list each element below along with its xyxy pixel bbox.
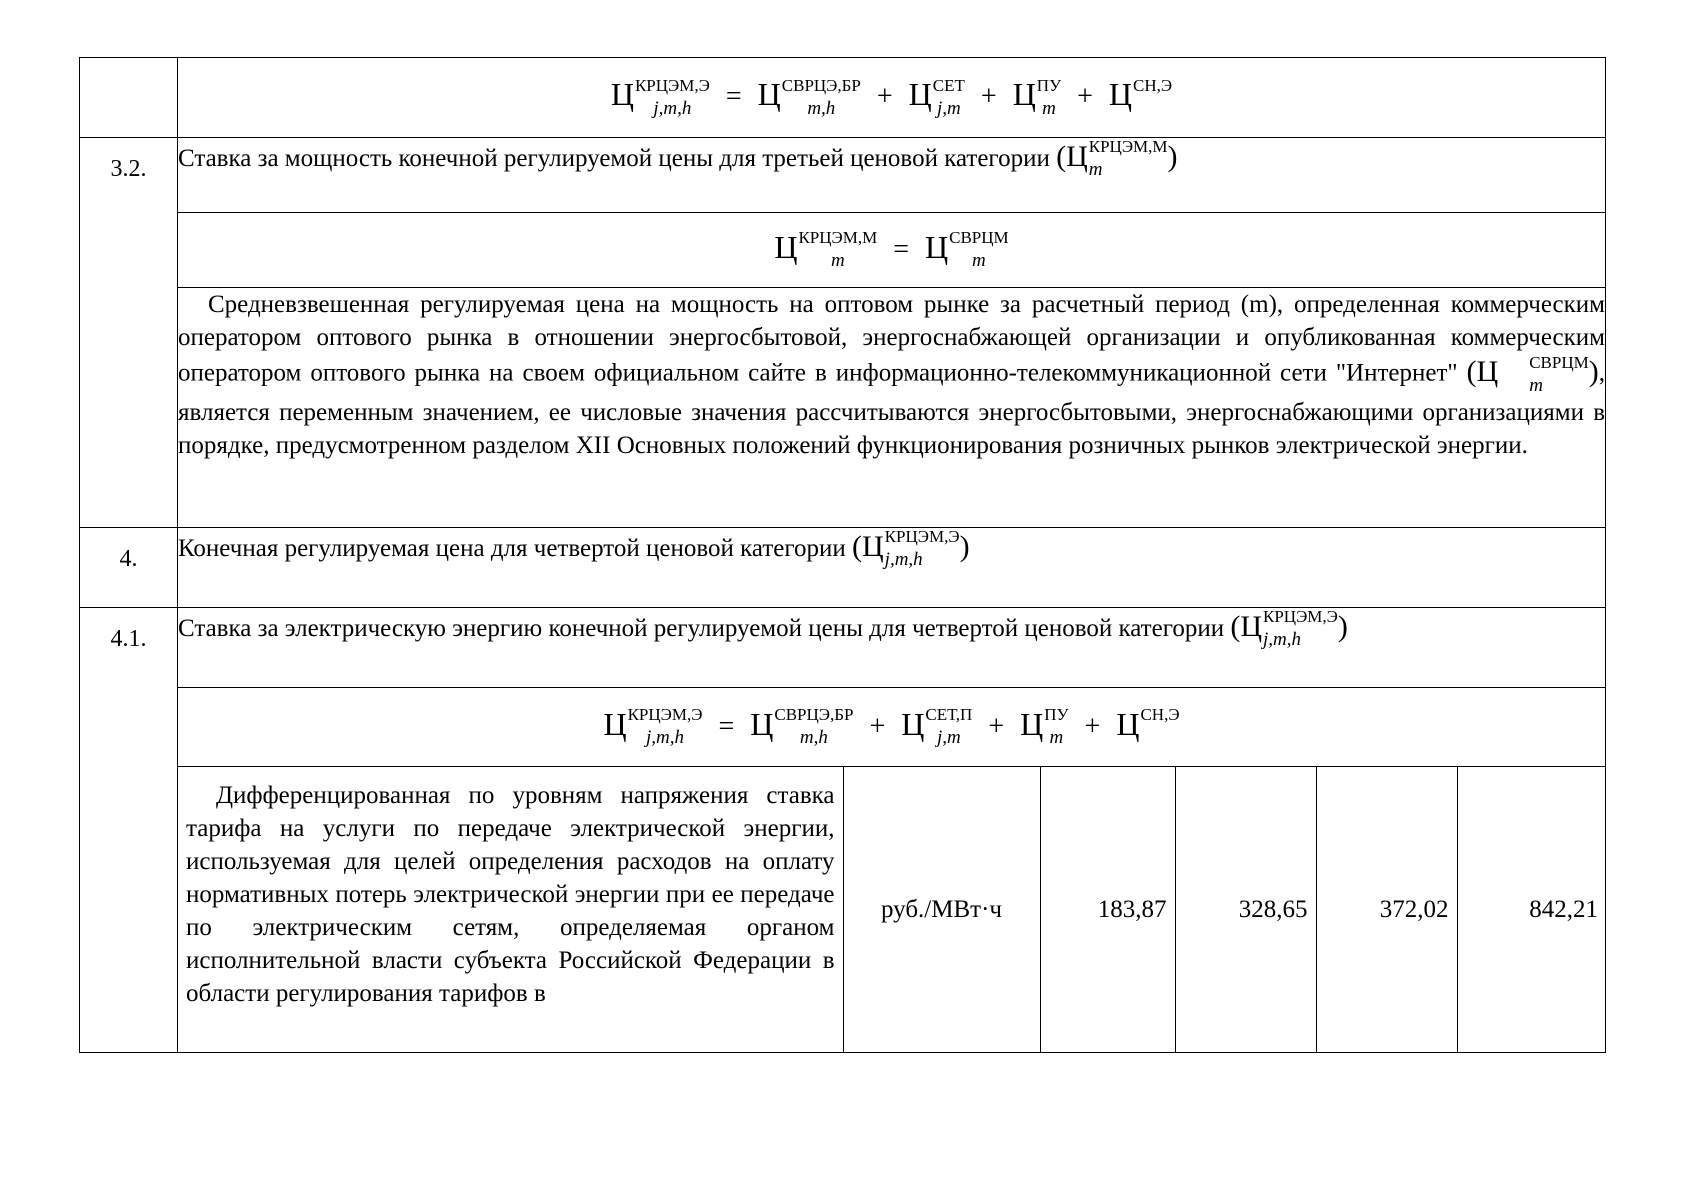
- value-cell: 328,65: [1175, 767, 1316, 1052]
- plus-sign: +: [1077, 81, 1093, 113]
- heading-4: Конечная регулируемая цена для четвертой ценовой категории (Ц КРЦЭМ,Э j,m,h ): [178, 528, 1606, 608]
- row-number-4-1: 4.1.: [80, 608, 178, 1053]
- plus-sign: +: [869, 710, 886, 742]
- formula-4-1: [178, 688, 1606, 767]
- plus-sign: +: [876, 81, 893, 113]
- value-cell: 183,87: [1040, 767, 1175, 1052]
- unit-cell: руб./МВт·ч: [843, 767, 1040, 1052]
- plus-sign: +: [988, 710, 1005, 742]
- formula-lhs: Ц КРЦЭМ,М m: [774, 228, 878, 272]
- formula-term: Ц СЕТ,П j,m: [901, 705, 973, 749]
- symbol-4: Ц КРЦЭМ,Э j,m,h: [862, 527, 960, 570]
- symbol-4-1: Ц КРЦЭМ,Э j,m,h: [1240, 607, 1338, 650]
- formula-energy-rate-3: [178, 58, 1606, 138]
- formula-term: Ц СН,Э: [1116, 705, 1180, 742]
- plus-sign: +: [980, 81, 997, 113]
- formula-lhs: Ц КРЦЭМ,Э j,m,h: [610, 75, 710, 119]
- value-cell: 842,21: [1457, 767, 1606, 1052]
- inline-symbol: (Ц СВРЦМ m ): [1466, 353, 1599, 396]
- description-3-2: Средневзвешенная регулируемая цена на мощность на оптовом рынке за расчетный период (m), определенная коммерческим оператором оптового рынка в отношении энергосбытовой, энергоснабжающей организации и опубликованная коммерческим оператором оптового рынка на своем официальном сайте в информационно-телекоммуникационной сети "Интернет" (Ц СВРЦМ m ), является переменным значением, ее числовые значения рассчитываются энергосбытовыми, энергоснабжающими организациями в порядке, предусмотренном разделом XII Основных положений функционирования розничных рынков электрической энергии.: [178, 288, 1606, 528]
- formula-lhs: Ц КРЦЭМ,Э j,m,h: [603, 705, 703, 749]
- formula-term: Ц СВРЦЭ,БР m,h: [757, 75, 861, 119]
- heading-3-2: Ставка за мощность конечной регулируемой цены для третьей ценовой категории (Ц КРЦЭМ,М m ): [178, 138, 1606, 213]
- row-number-empty: [80, 58, 178, 138]
- plus-sign: +: [1084, 710, 1101, 742]
- symbol-3-2: Ц КРЦЭМ,М m: [1066, 137, 1168, 180]
- value-cell: 372,02: [1316, 767, 1457, 1052]
- heading-4-1: Ставка за электрическую энергию конечной регулируемой цены для четвертой ценовой категории (Ц КРЦЭМ,Э j,m,h ): [178, 608, 1606, 688]
- formula-3-2: [178, 213, 1606, 288]
- formula-rhs: Ц СВРЦМ m: [925, 228, 1009, 272]
- tariff-data-cell: [178, 767, 1606, 1053]
- row-number-4: 4.: [80, 528, 178, 608]
- formula-term: Ц ПУ m: [1020, 705, 1069, 749]
- formula-term: Ц ПУ m: [1012, 75, 1062, 119]
- row-number-3-2: 3.2.: [80, 138, 178, 528]
- equals-sign: =: [718, 710, 735, 742]
- tariff-table: [79, 57, 1606, 1053]
- formula-term: Ц СН,Э: [1108, 75, 1173, 113]
- tariff-description: Дифференцированная по уровням напряжения ставка тарифа на услуги по передаче электрической энергии, используемая для целей определения расходов на оплату нормативных потерь электрической энергии при ее передаче по электрическим сетям, определяемая органом исполнительной власти субъекта Российской Федерации в области регулирования тарифов в: [186, 782, 835, 1007]
- formula-term: Ц СЕТ j,m: [908, 75, 965, 119]
- formula-term: Ц СВРЦЭ,БР m,h: [750, 705, 854, 749]
- equals-sign: =: [893, 233, 910, 265]
- tariff-values-table: [178, 767, 1606, 1052]
- equals-sign: =: [725, 81, 742, 113]
